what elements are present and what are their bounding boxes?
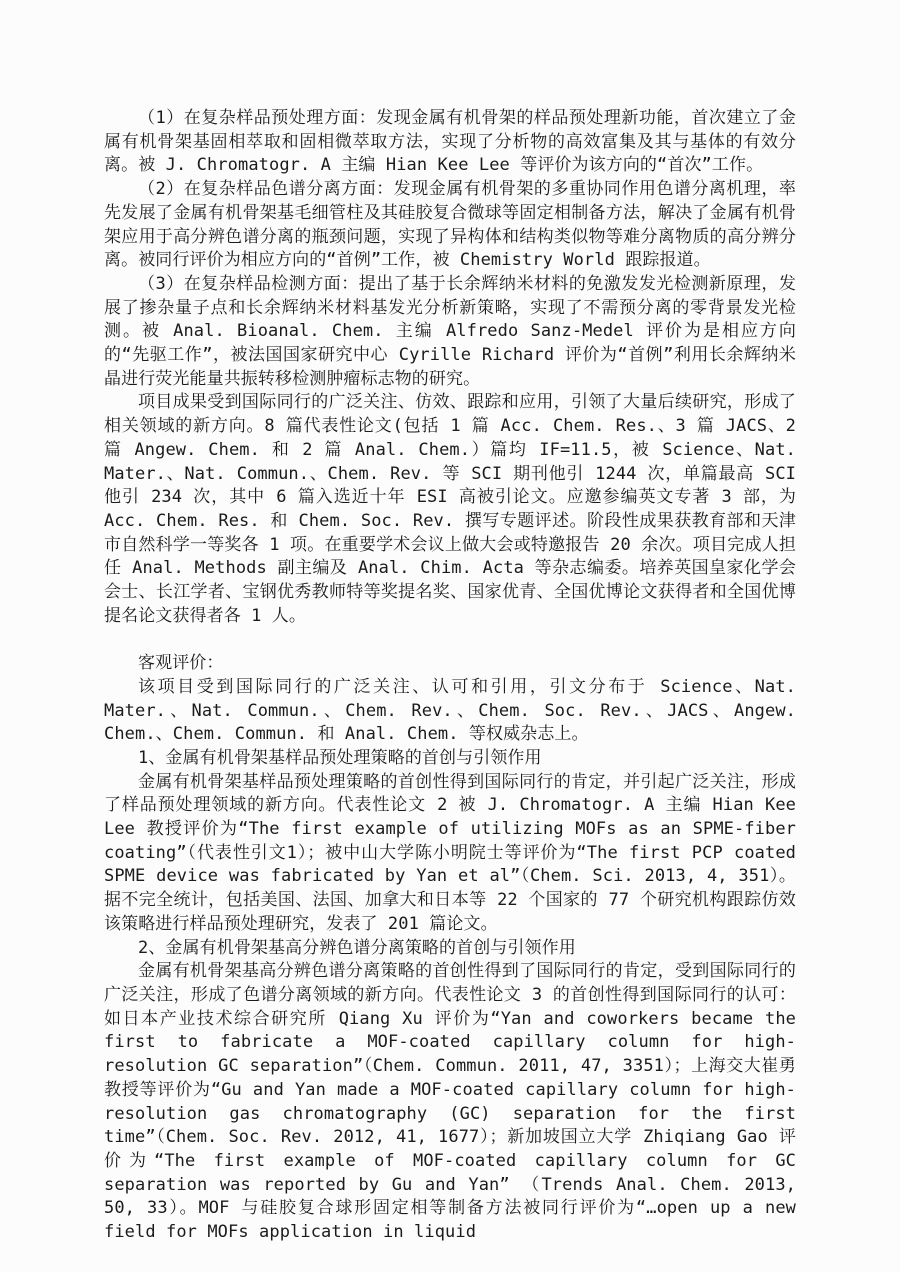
para-point-3-sample-detection: （3）在复杂样品检测方面：提出了基于长余辉纳米材料的免激发发光检测新原理，发展了掺杂量子点和长余辉纳米材料基发光分析新策略，实现了不需预分离的零背景发光检测。被 Anal. Bioanal. Chem. 主编 Alfredo Sanz-Medel 评价为是相应方向的“先驱工作”，被法国国家研究中心 Cyrille Richard 评价为“首例”利用长余辉纳米晶进行荧光能量共振转移检测肿瘤标志物的研究。	[104, 273, 796, 389]
heading-section-2-separation-pioneering: 2、金属有机骨架基高分辨色谱分离策略的首创与引领作用	[138, 937, 576, 958]
para-point-1-sample-pretreatment: （1）在复杂样品预处理方面：发现金属有机骨架的样品预处理新功能，首次建立了金属有机骨架基固相萃取和固相微萃取方法，实现了分析物的高效富集及其与基体的有效分离。被 J. Chromatogr. A 主编 Hian Kee Lee 等评价为该方向的“首次”工作。	[104, 108, 796, 176]
para-section-1-body: 金属有机骨架基样品预处理策略的首创性得到国际同行的肯定，并引起广泛关注，形成了样品预处理领域的新方向。代表性论文 2 被 J. Chromatogr. A 主编 Hian Kee Lee 教授评价为“The first example of utilizing MOFs as an SPME-fiber coating”（代表性引文1）；被中山大学陈小明院士等评价为“The first PCP coated SPME device was fabricated by Yan et al”（Chem. Sci. 2013, 4, 351）。据不完全统计，包括美国、法国、加拿大和日本等 22 个国家的 77 个研究机构跟踪仿效该策略进行样品预处理研究，发表了 201 篇论文。	[104, 771, 796, 934]
para-point-2-chromatographic-separation: （2）在复杂样品色谱分离方面：发现金属有机骨架的多重协同作用色谱分离机理，率先发展了金属有机骨架基毛细管柱及其硅胶复合微球等固定相制备方法，解决了金属有机骨架应用于高分辨色谱分离的瓶颈问题，实现了异构体和结构类似物等难分离物质的高分辨分离。被同行评价为相应方向的“首例”工作，被 Chemistry World 跟踪报道。	[104, 179, 796, 271]
para-section-2-body: 金属有机骨架基高分辨色谱分离策略的首创性得到了国际同行的肯定，受到国际同行的广泛关注，形成了色谱分离领域的新方向。代表性论文 3 的首创性得到国际同行的认可：如日本产业技术综合研究所 Qiang Xu 评价为“Yan and coworkers became the first to fabricate a MOF-coated capillary column for high-resolution GC separation”（Chem. Commun. 2011, 47, 3351）；上海交大崔勇教授等评价为“Gu and Yan made a MOF-coated capillary column for high-resolution gas chromatography (GC) separation for the first time”（Chem. Soc. Rev. 2012, 41, 1677）；新加坡国立大学 Zhiqiang Gao 评价为“The first example of MOF-coated capillary column for GC separation was reported by Gu and Yan” （Trends Anal. Chem. 2013, 50, 33）。MOF 与硅胶复合球形固定相等制备方法被同行评价为“…open up a new field for MOFs application in liquid	[104, 961, 796, 1243]
document-page	[104, 107, 796, 1245]
heading-objective-evaluation: 客观评价：	[138, 653, 224, 674]
heading-section-1-pretreatment-pioneering: 1、金属有机骨架基样品预处理策略的首创与引领作用	[138, 747, 542, 768]
para-achievements-summary: 项目成果受到国际同行的广泛关注、仿效、跟踪和应用，引领了大量后续研究，形成了相关领域的新方向。8 篇代表性论文(包括 1 篇 Acc. Chem. Res.、3 篇 JACS、2 篇 Angew. Chem. 和 2 篇 Anal. Chem.）篇均 IF=11.5，被 Science、Nat. Mater.、Nat. Commun.、Chem. Rev. 等 SCI 期刊他引 1244 次，单篇最高 SCI 他引 234 次，其中 6 篇入选近十年 ESI 高被引论文。应邀参编英文专著 3 部，为 Acc. Chem. Res. 和 Chem. Soc. Rev. 撰写专题评述。阶段性成果获教育部和天津市自然科学一等奖各 1 项。在重要学术会议上做大会或特邀报告 20 余次。项目完成人担任 Anal. Methods 副主编及 Anal. Chim. Acta 等杂志编委。培养英国皇家化学会会士、长江学者、宝钢优秀教师特等奖提名奖、国家优青、全国优博论文获得者和全国优博提名论文获得者各 1 人。	[104, 392, 796, 626]
para-citation-distribution: 该项目受到国际同行的广泛关注、认可和引用，引文分布于 Science、Nat. Mater.、Nat. Commun.、Chem. Rev.、Chem. Soc. Rev.、JACS、Angew. Chem.、Chem. Commun. 和 Anal. Chem. 等权威杂志上。	[104, 676, 796, 745]
